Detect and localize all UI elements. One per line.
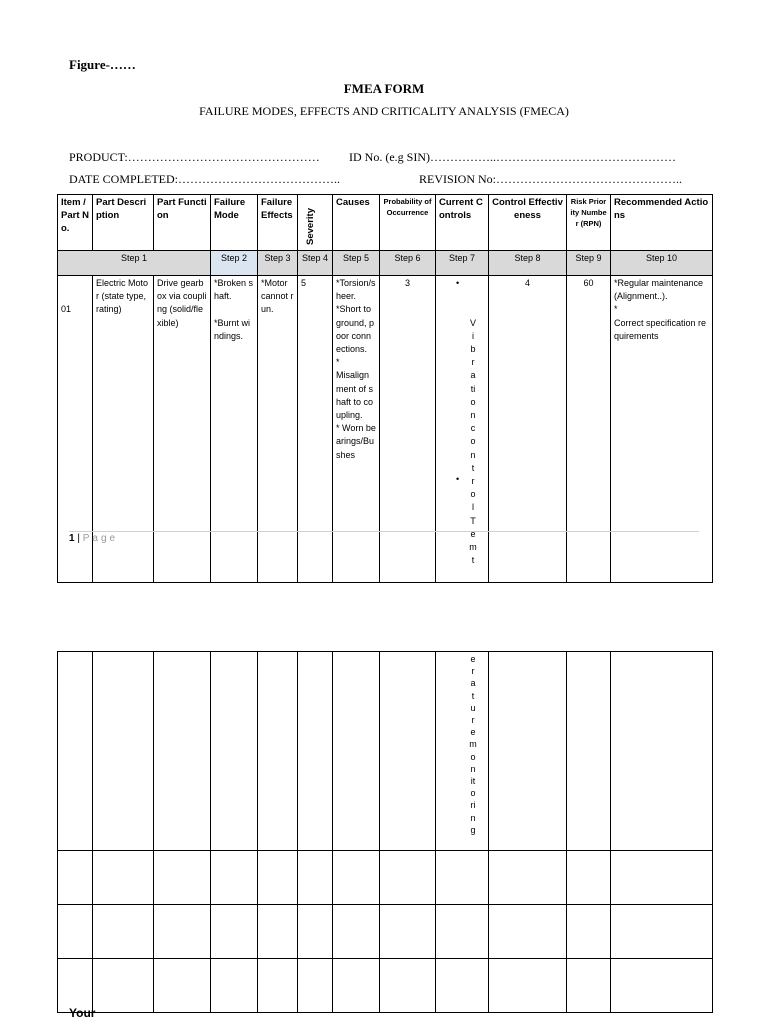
empty-cell — [567, 851, 611, 905]
empty-cell — [211, 652, 258, 851]
col-recommended-actions: Recommended Actions — [611, 195, 713, 251]
table-row — [58, 652, 713, 851]
empty-cell — [211, 959, 258, 1013]
empty-cell — [58, 905, 93, 959]
cell-failure-mode: *Broken shaft. *Burnt windings. — [211, 276, 258, 583]
step-8: Step 8 — [489, 251, 567, 276]
empty-cell — [333, 652, 380, 851]
form-subtitle: FAILURE MODES, EFFECTS AND CRITICALITY ANALYSIS (FMECA) — [199, 104, 569, 118]
step-10: Step 10 — [611, 251, 713, 276]
empty-cell — [258, 905, 298, 959]
trailing-text: Your — [69, 1006, 96, 1020]
col-current-controls: Current Controls — [436, 195, 489, 251]
col-rpn: Risk Priority Number (RPN) — [567, 195, 611, 251]
empty-cell — [93, 905, 154, 959]
id-number-field: ID No. (e.g SIN)……………..……………………………………… — [349, 150, 676, 164]
empty-cell — [436, 959, 489, 1013]
empty-cell — [333, 905, 380, 959]
table-row — [58, 905, 713, 959]
empty-cell — [93, 851, 154, 905]
empty-cell — [333, 959, 380, 1013]
empty-cell — [436, 905, 489, 959]
step-2: Step 2 — [211, 251, 258, 276]
step-5: Step 5 — [333, 251, 380, 276]
col-item: Item /Part No. — [58, 195, 93, 251]
empty-cell — [258, 959, 298, 1013]
product-field: PRODUCT:………………………………………… — [69, 150, 320, 164]
table-row — [58, 276, 713, 583]
step-9: Step 9 — [567, 251, 611, 276]
cell-causes: *Torsion/sheer. *Short to ground, poor connections. * Misalignment of shaft to coupling. * Worn bearings/Bushes — [333, 276, 380, 583]
form-title: FMEA FORM — [343, 81, 425, 96]
cell-current-controls — [436, 276, 489, 583]
severity-vertical-label: Severity — [305, 208, 316, 245]
empty-cell — [611, 959, 713, 1013]
bullet-1: • — [456, 278, 460, 288]
col-severity — [298, 195, 333, 251]
cell-probability: 3 — [380, 276, 436, 583]
page-number: 1 — [69, 533, 75, 544]
col-probability: Probability of Occurrence — [380, 195, 436, 251]
empty-cell — [380, 851, 436, 905]
fmea-table — [57, 194, 713, 583]
cell-control-effectiveness: 4 — [489, 276, 567, 583]
col-part-description: Part Description — [93, 195, 154, 251]
empty-cell — [567, 905, 611, 959]
cell-part-description: Electric Motor (state type, rating) — [93, 276, 154, 583]
empty-cell — [567, 652, 611, 851]
empty-cell — [380, 652, 436, 851]
empty-cell — [58, 959, 93, 1013]
empty-cell — [298, 851, 333, 905]
page-separator: | — [77, 533, 80, 544]
empty-cell — [298, 905, 333, 959]
col-causes: Causes — [333, 195, 380, 251]
empty-cell — [211, 905, 258, 959]
empty-cell — [154, 905, 211, 959]
footer-divider — [69, 531, 699, 532]
empty-cell — [489, 905, 567, 959]
empty-cell — [258, 851, 298, 905]
step-3: Step 3 — [258, 251, 298, 276]
empty-cell — [436, 851, 489, 905]
page-footer — [69, 533, 118, 544]
current-controls-text: V i b r a ti o n c o n t r o l T e m t — [469, 317, 477, 566]
date-completed-field: DATE COMPLETED:………………………………….. — [69, 172, 340, 186]
steps-row — [58, 251, 713, 276]
cell-failure-effects: *Motor cannot run. — [258, 276, 298, 583]
step-7: Step 7 — [436, 251, 489, 276]
empty-cell — [489, 652, 567, 851]
cell-current-controls-continued — [436, 652, 489, 851]
cell-rpn: 60 — [567, 276, 611, 583]
cell-recommended-actions: *Regular maintenance (Alignment..). * Correct specification requirements — [611, 276, 713, 583]
table-row — [58, 851, 713, 905]
empty-cell — [489, 959, 567, 1013]
header-row — [58, 195, 713, 251]
cell-part-function: Drive gearbox via coupling (solid/flexible) — [154, 276, 211, 583]
empty-cell — [298, 652, 333, 851]
fmea-table-continued — [57, 651, 713, 1013]
step-1: Step 1 — [58, 251, 211, 276]
empty-cell — [58, 851, 93, 905]
current-controls-text-continued: e r a t u r e m o n it o ri n g — [469, 654, 477, 835]
empty-cell — [154, 851, 211, 905]
empty-cell — [258, 652, 298, 851]
table-row — [58, 959, 713, 1013]
empty-cell — [93, 652, 154, 851]
empty-cell — [380, 905, 436, 959]
empty-cell — [567, 959, 611, 1013]
empty-cell — [380, 959, 436, 1013]
col-control-effectiveness: Control Effectiveness — [489, 195, 567, 251]
step-4: Step 4 — [298, 251, 333, 276]
empty-cell — [211, 851, 258, 905]
page-word: Page — [82, 533, 119, 544]
empty-cell — [489, 851, 567, 905]
empty-cell — [154, 959, 211, 1013]
col-failure-mode: Failure Mode — [211, 195, 258, 251]
revision-field: REVISION No:……………………………………….. — [419, 172, 682, 186]
empty-cell — [58, 652, 93, 851]
figure-label: Figure-…… — [69, 57, 136, 72]
col-failure-effects: Failure Effects — [258, 195, 298, 251]
cell-item: 01 — [58, 276, 93, 583]
empty-cell — [611, 652, 713, 851]
empty-cell — [154, 652, 211, 851]
empty-cell — [611, 905, 713, 959]
empty-cell — [93, 959, 154, 1013]
empty-cell — [611, 851, 713, 905]
step-6: Step 6 — [380, 251, 436, 276]
empty-cell — [298, 959, 333, 1013]
empty-cell — [333, 851, 380, 905]
cell-severity: 5 — [298, 276, 333, 583]
col-part-function: Part Function — [154, 195, 211, 251]
bullet-2: • — [456, 474, 460, 484]
